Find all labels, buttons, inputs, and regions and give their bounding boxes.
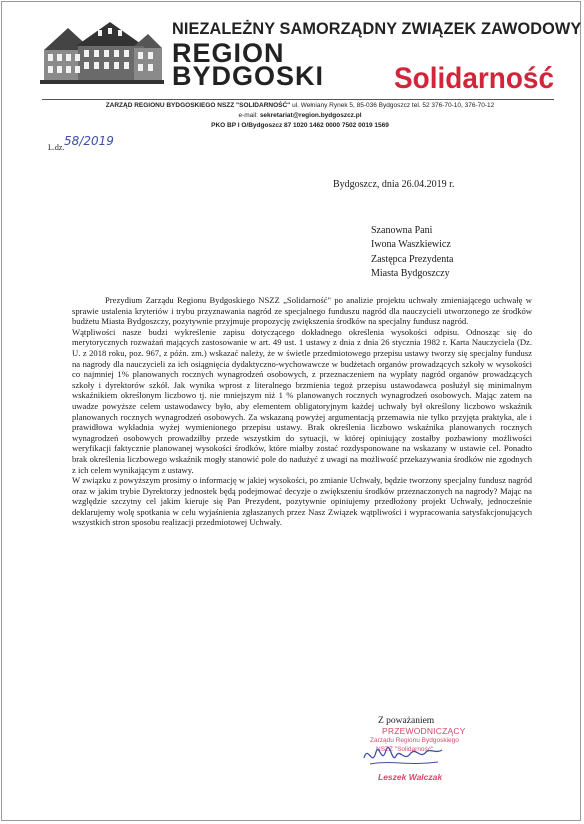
recipient-line: Zastępca Prezydenta [371, 253, 454, 265]
body-paragraph: Wątpliwości nasze budzi wykreślenie zapisu dotyczącego dokładnego określenia wysokości odpisu. Odnosząc się do merytorycznych rozważań mających zastosowanie w art. 49 ust. 1 ustawy z dnia z dnia 26 stycznia 1982 r. Karta Nauczyciela (Dz. U. z 2018 roku, poz. 967, z późn. zm.) wskazać należy, że w świetle przedmiotowego przepisu ustawy tworzy się specjalny fundusz na nagrody dla nauczycieli za ich osiągnięcia dydaktyczno-wychowawcze w budżetach organów prowadzących szkoły w wysokości co najmniej 1% planowanych rocznych wynagrodzeń osobowych, z przeznaczeniem na wypłaty nagród organów prowadzących szkoły i dyrektorów szkół. Jak wynika wprost z literalnego brzmienia tegoż przepisu ustawodawca posłużył się minimalnym wskaźnikiem określonym liczbowo tj. nie mniejszym niż 1 % planowanych rocznych wynagrodzeń osobowych. Mając zatem na uwadze powyższe celem ustawodawcy było, aby elementem obligatoryjnym każdej uchwały był określony liczbowo wskaźnik planowanych rocznych wynagrodzeń osobowych. Za wskazaną powyżej argumentacją przemawia nie tylko przyjęta praktyka, ale i prawidłowa wykładnia wyżej wymienionego przepisu ustawy. Brak określenia liczbowo wskaźnika planowanych rocznych wynagrodzeń osobowych prowadziłby przede wszystkim do sytuacji, w której opiniujący zostałby pozbawiony możliwości weryfikacji faktycznie planowanej wysokości środków, które miałby zostać rozdysponowane na wskazany w ustawie cel. Ponadto brak określenia liczbowego wskaźnik mogły stanowić pole do nadużyć z uwagi na możliwość przekazywania środków nie zgodnych z ich celem wynikającym z ustawy. [72, 326, 532, 475]
org-region-line: REGION [172, 38, 285, 68]
body-paragraph: W związku z powyższym prosimy o informację w jakiej wysokości, po zmianie Uchwały, będzie tworzony specjalny fundusz nagród oraz w jakim trybie Dyrektorzy jednostek będą podejmować decyzje o zwiększeniu środków przeznaczonych na nagrody? Mając na względzie szczytny cel jakim kieruje się Pan Prezydent, pozytywnie opiniujemy przedłożony projekt Uchwały, jednocześnie deklarujemy wolę spotkania w celu wyjaśnienia zgłaszanych przez Nasz Związek wątpliwości i wypracowania satysfakcjonujących wszystkich stron sposobu realizacji przedmiotowej Uchwały. [72, 475, 532, 528]
date-line: Bydgoszcz, dnia 26.04.2019 r. [333, 179, 455, 190]
board-name: ZARZĄD REGIONU BYDGOSKIEGO NSZZ "SOLIDARNOŚĆ" [105, 102, 291, 109]
body-paragraph: Prezydium Zarządu Regionu Bydgoskiego NSZZ „Solidarność" po analizie projektu uchwały zmieniającego uchwałę w sprawie ustalenia kryteriów i trybu przyznawania nagród ze specjalnego funduszu nagród dla nauczycieli utworzonego ze środków budżetu Miasta Bydgoszczy, pozytywnie przyjmuje propozycję zwiększenia środków na specjalny fundusz nagród. [72, 295, 532, 327]
closing-regards: Z poważaniem [378, 716, 435, 726]
ref-number: 58/2019 [64, 134, 114, 148]
bank-account: PKO BP I O/Bydgoszcz 87 1020 1462 0000 7502 0019 1569 [211, 122, 389, 129]
contact-email-line [40, 111, 560, 120]
address-phone: ul. Wełniany Rynek 5, 85-036 Bydgoszcz tel. 52 376-70-10, 376-70-12 [292, 102, 495, 109]
stamp-region: Zarządu Regionu Bydgoskiego [370, 737, 459, 744]
letter-body [72, 295, 532, 528]
ref-label: L.dz. [48, 143, 65, 152]
recipient-line: Szanowna Pani [371, 225, 433, 236]
recipient-line: Miasta Bydgoszczy [371, 268, 450, 280]
header-divider [42, 99, 554, 100]
contact-address-line [40, 101, 560, 110]
org-name-line: NIEZALEŻNY SAMORZĄDNY ZWIĄZEK ZAWODOWY [172, 20, 582, 38]
recipient-line: Iwona Waszkiewicz [371, 239, 451, 251]
email-address: sekretariat@region.bydgoszcz.pl [259, 112, 362, 119]
stamp-union: NSZZ "Solidarność" [376, 746, 434, 753]
stamp-title: PRZEWODNICZĄCY [382, 726, 466, 736]
email-label: e-mail: [238, 112, 258, 119]
svg-text:Solidarność: Solidarność [394, 62, 554, 94]
signer-name: Leszek Walczak [378, 772, 443, 782]
recipient-address [371, 224, 453, 282]
handwritten-signature [360, 738, 445, 774]
contact-bank-line [40, 121, 560, 130]
org-city-line: BYDGOSKI [172, 61, 325, 91]
solidarnosc-logo [390, 58, 558, 94]
building-illustration [40, 16, 164, 86]
